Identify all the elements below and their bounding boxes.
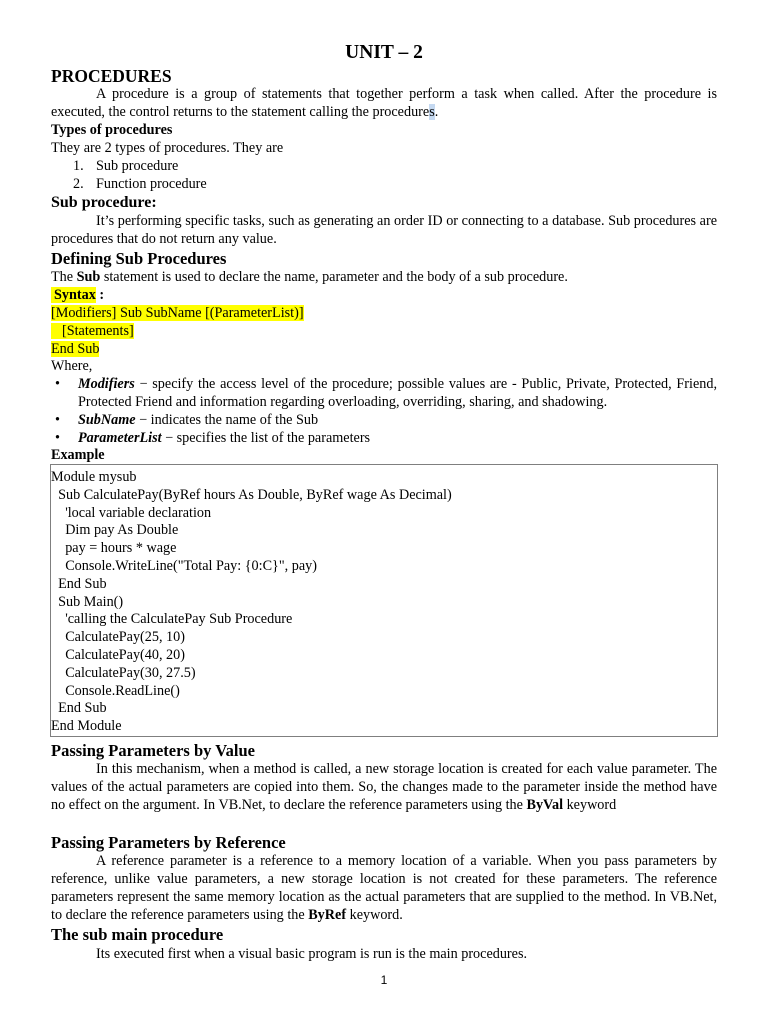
- code-line: Module mysub: [51, 469, 137, 485]
- defining-heading: Defining Sub Procedures: [51, 249, 227, 268]
- list-item: [73, 176, 207, 194]
- code-line: End Sub: [51, 575, 107, 592]
- bullet-term: SubName: [78, 412, 136, 428]
- where-label: Where,: [51, 358, 93, 374]
- byval-bold: ByVal: [526, 796, 564, 813]
- byval-paragraph: [51, 761, 717, 815]
- syntax-text: [Statements]: [51, 323, 134, 339]
- defining-paragraph: [51, 269, 717, 287]
- defining-pre: The: [51, 269, 77, 285]
- code-line: pay = hours * wage: [51, 540, 177, 557]
- syntax-code-3: [51, 341, 717, 359]
- bullet-item: [55, 430, 717, 448]
- byval-end: keyword: [563, 796, 617, 813]
- code-line: CalculatePay(25, 10): [51, 629, 185, 646]
- page-number: 1: [380, 973, 388, 987]
- submain-paragraph: Its executed first when a visual basic program is run is the main procedures.: [96, 946, 528, 962]
- bullet-text: − indicates the name of the Sub: [135, 412, 319, 428]
- bullet-text: − specifies the list of the parameters: [161, 430, 371, 446]
- list-text: Sub procedure: [96, 158, 179, 174]
- bullet-dot: •: [55, 376, 60, 392]
- example-heading: Example: [51, 447, 105, 463]
- sub-procedure-heading: Sub procedure:: [51, 194, 157, 211]
- procedures-paragraph: [51, 86, 717, 122]
- code-line: Dim pay As Double: [51, 522, 179, 539]
- byval-heading: Passing Parameters by Value: [51, 741, 255, 760]
- types-heading: Types of procedures: [51, 122, 173, 138]
- sub-procedure-paragraph: It’s performing specific tasks, such as generating an order ID or connecting to a database. Sub procedures are procedures that do not return any value.: [51, 213, 717, 247]
- syntax-line: [51, 287, 717, 305]
- syntax-text: End Sub: [51, 341, 100, 357]
- code-line: 'calling the CalculatePay Sub Procedure: [51, 611, 293, 628]
- list-item: [73, 158, 178, 176]
- syntax-label: Syntax: [54, 287, 96, 303]
- code-line: Sub CalculatePay(ByRef hours As Double, ByRef wage As Decimal): [51, 486, 452, 503]
- list-number: 2.: [73, 176, 84, 192]
- syntax-colon: :: [95, 287, 105, 303]
- code-line: CalculatePay(40, 20): [51, 646, 185, 663]
- code-line: End Sub: [51, 700, 107, 717]
- procedures-text-period: .: [434, 103, 439, 120]
- byref-text: A reference parameter is a reference to a memory location of a variable. When you pass parameters by reference, unlike value parameters, a new storage location is not created for these parameters. The reference parameters represent the same memory location as the actual parameters that are supplied to the method. In VB.Net, to declare the reference parameters using the: [51, 853, 717, 923]
- list-text: Function procedure: [96, 176, 207, 192]
- defining-post: statement is used to declare the name, parameter and the body of a sub procedure.: [100, 269, 568, 285]
- code-line: Sub Main(): [51, 593, 124, 610]
- byref-paragraph: [51, 853, 717, 925]
- code-line: End Module: [51, 718, 122, 735]
- bullet-term: Modifiers: [78, 376, 135, 392]
- submain-heading: The sub main procedure: [51, 925, 224, 944]
- code-line: Console.WriteLine("Total Pay: {0:C}", pay): [51, 557, 317, 574]
- procedures-heading: PROCEDURES: [51, 66, 172, 86]
- bullet-text: − specify the access level of the procedure; possible values are - Public, Private, Protected, Friend, Protected Friend and information regarding overloading, overriding, sharing, and shadowing.: [78, 376, 717, 410]
- unit-title: UNIT – 2: [345, 42, 423, 63]
- procedures-text: A procedure is a group of statements that together perform a task when called. After the procedure is executed, the control returns to the statement calling the procedure: [51, 86, 717, 120]
- syntax-code-2: [51, 323, 717, 341]
- text-selection[interactable]: s: [429, 103, 435, 120]
- syntax-code-1: [51, 305, 717, 323]
- bullet-item: [55, 412, 717, 430]
- syntax-text: [Modifiers] Sub SubName [(ParameterList)]: [51, 305, 304, 321]
- bullet-dot: •: [55, 430, 60, 446]
- byref-end: keyword.: [346, 906, 403, 923]
- bullet-item: [55, 376, 717, 412]
- code-line: 'local variable declaration: [51, 504, 212, 521]
- code-line: CalculatePay(30, 27.5): [51, 664, 196, 681]
- byref-heading: Passing Parameters by Reference: [51, 833, 286, 852]
- bullet-term: ParameterList: [78, 430, 162, 446]
- byval-text: In this mechanism, when a method is called, a new storage location is created for each value parameter. The values of the actual parameters are copied into them. So, the changes made to the parameter inside the method have no effect on the argument. In VB.Net, to declare the reference parameters using the: [51, 761, 717, 813]
- list-number: 1.: [73, 158, 84, 174]
- bullet-dot: •: [55, 412, 60, 428]
- byref-bold: ByRef: [308, 906, 347, 923]
- code-example-box: [50, 464, 718, 737]
- code-line: Console.ReadLine(): [51, 682, 180, 699]
- types-intro: They are 2 types of procedures. They are: [51, 140, 284, 156]
- defining-bold: Sub: [76, 269, 101, 285]
